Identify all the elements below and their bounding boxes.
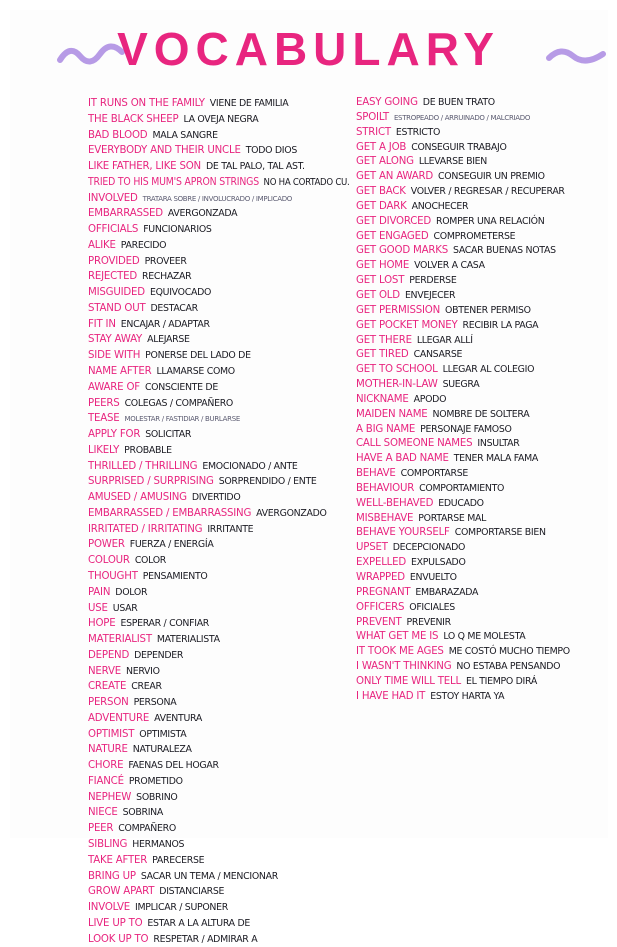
vocabulary-entry [356, 259, 614, 274]
english-term: PREGNANT [356, 586, 411, 598]
vocabulary-entry [88, 490, 350, 506]
english-term: STAY AWAY [88, 334, 143, 346]
spanish-translation: PREVENIR [406, 616, 451, 628]
spanish-translation: PENSAMIENTO [142, 570, 208, 582]
english-term: EVERYBODY AND THEIR UNCLE [88, 145, 241, 157]
vocabulary-entry [88, 459, 350, 475]
vocabulary-entry [356, 408, 614, 423]
english-term: SURPRISED / SURPRISING [88, 476, 214, 488]
vocabulary-entry [356, 363, 614, 378]
english-term: TEASE [88, 413, 120, 425]
english-term: GET BACK [356, 186, 406, 198]
spanish-translation: SOBRINO [136, 791, 178, 803]
spanish-translation: PROVEER [144, 255, 187, 267]
spanish-translation: FUERZA / ENERGÍA [129, 539, 214, 551]
spanish-translation: COMPORTARSE [400, 468, 468, 480]
english-term: WRAPPED [356, 572, 405, 583]
vocabulary-entry [88, 869, 350, 885]
english-term: PAIN [88, 586, 111, 598]
english-term: EXPELLED [356, 557, 407, 569]
vocabulary-entry [356, 690, 614, 705]
spanish-translation: SORPRENDIDO / ENTE [218, 476, 317, 488]
english-term: GET A JOB [356, 141, 407, 153]
spanish-translation: ESPERAR / CONFIAR [120, 618, 210, 630]
vocabulary-entry [356, 601, 614, 616]
vocabulary-entry [88, 632, 350, 648]
vocabulary-entry [356, 289, 614, 304]
vocabulary-entry [88, 238, 350, 254]
vocabulary-entry [88, 175, 350, 191]
spanish-translation: TENER MALA FAMA [453, 453, 539, 465]
vocabulary-entry [356, 126, 614, 141]
vocabulary-entry [356, 378, 614, 393]
vocabulary-entry [88, 506, 350, 522]
english-term: PEER [88, 823, 114, 835]
vocabulary-entry [356, 586, 614, 601]
spanish-translation: DE BUEN TRATO [422, 97, 495, 108]
english-term: GET AN AWARD [356, 171, 434, 183]
english-term: GET OLD [356, 289, 400, 301]
spanish-translation: LLEVARSE BIEN [418, 156, 488, 168]
spanish-translation: PARECERSE [152, 854, 205, 866]
english-term: GET HOME [356, 260, 410, 272]
spanish-translation: DESTACAR [150, 302, 198, 314]
vocabulary-entry [88, 916, 350, 932]
spanish-translation: SOLICITAR [145, 429, 192, 441]
vocabulary-entry [88, 317, 350, 333]
english-term: PROVIDED [88, 255, 140, 267]
english-term: CALL SOMEONE NAMES [356, 438, 473, 450]
vocabulary-entry [88, 254, 350, 270]
english-term: I WASN'T THINKING [356, 661, 452, 673]
spanish-translation: SUEGRA [442, 379, 480, 391]
spanish-translation: COMPORTAMIENTO [419, 482, 505, 494]
vocabulary-entry [88, 727, 350, 743]
vocabulary-entry [88, 900, 350, 916]
vocabulary-entry [356, 571, 614, 586]
vocabulary-entry [88, 884, 350, 900]
vocabulary-entry [356, 393, 614, 408]
english-term: GET PERMISSION [356, 304, 441, 316]
spanish-translation: RECHAZAR [141, 271, 192, 283]
spanish-translation: APODO [413, 393, 447, 405]
vocabulary-entry [88, 648, 350, 664]
english-term: HAVE A BAD NAME [356, 453, 449, 465]
spanish-translation: OFICIALES [409, 601, 455, 613]
spanish-translation: EDUCADO [438, 497, 484, 509]
english-term: ONLY TIME WILL TELL [356, 675, 461, 687]
english-term: WHAT GET ME IS [356, 631, 439, 643]
spanish-translation: AVENTURA [154, 712, 202, 724]
vocabulary-entry [356, 482, 614, 497]
vocabulary-entry [88, 332, 350, 348]
english-term: NICKNAME [356, 393, 409, 405]
english-term: GET TO SCHOOL [356, 364, 438, 376]
english-term: AMUSED / AMUSING [88, 492, 187, 504]
english-term: INVOLVE [88, 902, 130, 914]
spanish-translation: LLEGAR ALLÍ [416, 334, 473, 346]
english-term: NERVE [88, 665, 121, 677]
spanish-translation: COMPROMETERSE [433, 230, 516, 242]
spanish-translation: COMPORTARSE BIEN [454, 527, 546, 539]
english-term: BRING UP [88, 870, 136, 882]
english-term: IT TOOK ME AGES [356, 646, 444, 658]
english-term: GROW APART [88, 886, 155, 898]
vocabulary-column-left [88, 96, 350, 947]
english-term: LIKE FATHER, LIKE SON [88, 161, 201, 173]
spanish-translation: SACAR UN TEMA / MENCIONAR [140, 870, 278, 882]
vocabulary-entry [88, 569, 350, 585]
spanish-translation: ENCAJAR / ADAPTAR [120, 318, 210, 330]
spanish-translation: USAR [112, 602, 138, 614]
english-term: ADVENTURE [88, 712, 150, 724]
spanish-translation: PORTARSE MAL [418, 512, 487, 524]
english-term: GET GOOD MARKS [356, 245, 448, 257]
english-term: PREVENT [356, 616, 402, 628]
vocabulary-entry [88, 380, 350, 396]
spanish-translation: COMPAÑERO [118, 823, 176, 835]
vocabulary-entry [356, 348, 614, 363]
vocabulary-entry [356, 244, 614, 259]
vocabulary-entry [88, 191, 350, 207]
vocabulary-entry [356, 334, 614, 349]
vocabulary-entry [88, 411, 350, 427]
spanish-translation: PROMETIDO [128, 775, 183, 787]
spanish-translation: SOBRINA [122, 807, 163, 819]
vocabulary-entry [88, 474, 350, 490]
spanish-translation: EMBARAZADA [415, 586, 479, 598]
english-term: SIBLING [88, 838, 128, 850]
english-term: USE [88, 602, 108, 614]
english-term: OPTIMIST [88, 728, 135, 740]
english-term: PERSON [88, 697, 129, 709]
english-term: GET DARK [356, 200, 407, 212]
english-term: EASY GOING [356, 97, 418, 108]
english-term: BEHAVIOUR [356, 482, 415, 494]
english-term: DEPEND [88, 649, 130, 661]
english-term: CREATE [88, 681, 127, 693]
spanish-translation: HERMANOS [132, 838, 185, 850]
spanish-translation: NO HA CORTADO CU. [263, 176, 350, 188]
vocabulary-entry [356, 526, 614, 541]
vocabulary-entry [88, 601, 350, 617]
spanish-translation: PERSONAJE FAMOSO [420, 423, 512, 435]
vocabulary-entry [356, 630, 614, 645]
spanish-translation: DIVERTIDO [191, 492, 241, 504]
spanish-translation: RESPETAR / ADMIRAR A [153, 933, 258, 945]
vocabulary-entry [356, 616, 614, 631]
vocabulary-entry [356, 437, 614, 452]
spanish-translation: CREAR [131, 681, 162, 693]
vocabulary-entry [356, 200, 614, 215]
english-term: LIVE UP TO [88, 917, 143, 929]
english-term: LIKELY [88, 444, 120, 456]
english-term: HOPE [88, 618, 116, 630]
english-term: MOTHER-IN-LAW [356, 379, 438, 391]
spanish-translation: MALA SANGRE [152, 129, 218, 141]
english-term: GET ENGAGED [356, 230, 429, 242]
english-term: INVOLVED [88, 192, 138, 204]
english-term: BAD BLOOD [88, 129, 148, 141]
english-term: FIT IN [88, 318, 116, 330]
spanish-translation: ME COSTÓ MUCHO TIEMPO [448, 646, 570, 658]
spanish-translation: LLEGAR AL COLEGIO [442, 364, 535, 376]
vocabulary-column-right [356, 96, 614, 705]
english-term: GET LOST [356, 275, 405, 287]
spanish-translation: RECIBIR LA PAGA [462, 319, 539, 331]
english-term: NAME AFTER [88, 366, 152, 378]
vocabulary-entry [88, 537, 350, 553]
vocabulary-entry [88, 112, 350, 128]
english-term: EMBARRASSED [88, 208, 163, 220]
english-term: BEHAVE YOURSELF [356, 527, 450, 539]
vocabulary-entry [356, 541, 614, 556]
vocabulary-entry [88, 143, 350, 159]
vocabulary-entry [88, 222, 350, 238]
spanish-translation: OPTIMISTA [139, 728, 187, 740]
spanish-translation: ENVEJECER [404, 289, 456, 301]
english-term: BEHAVE [356, 468, 396, 480]
english-term: ALIKE [88, 239, 116, 251]
spanish-translation: CONSEGUIR TRABAJO [411, 141, 507, 153]
vocabulary-entry [88, 664, 350, 680]
vocabulary-entry [88, 585, 350, 601]
english-term: PEERS [88, 397, 120, 409]
spanish-translation: NERVIO [125, 665, 160, 677]
english-term: UPSET [356, 542, 388, 554]
spanish-translation: PARECIDO [120, 239, 167, 251]
english-term: REJECTED [88, 271, 137, 283]
english-term: AWARE OF [88, 381, 140, 393]
vocabulary-entry [88, 96, 350, 112]
spanish-translation: NATURALEZA [132, 744, 192, 756]
spanish-translation: TRATARA SOBRE / INVOLUCRADO / IMPLICADO [142, 194, 292, 203]
spanish-translation: EQUIVOCADO [149, 287, 212, 299]
vocabulary-entry [88, 553, 350, 569]
page-title: VOCABULARY [117, 23, 500, 75]
spanish-translation: LLAMARSE COMO [156, 366, 235, 378]
spanish-translation: AVERGONZADA [167, 208, 238, 220]
vocabulary-entry [356, 423, 614, 438]
english-term: COLOUR [88, 555, 130, 567]
english-term: MATERIALIST [88, 634, 152, 646]
english-term: POWER [88, 539, 125, 551]
spanish-translation: VOLVER / REGRESAR / RECUPERAR [410, 186, 565, 198]
english-term: NIECE [88, 807, 118, 819]
english-term: STRICT [356, 126, 391, 138]
vocabulary-entry [88, 348, 350, 364]
spanish-translation: CONSEGUIR UN PREMIO [438, 171, 545, 183]
english-term: MAIDEN NAME [356, 408, 428, 420]
vocabulary-entry [356, 185, 614, 200]
english-term: APPLY FOR [88, 429, 141, 441]
vocabulary-entry [88, 206, 350, 222]
english-term: OFFICIALS [88, 224, 139, 236]
english-term: WELL-BEHAVED [356, 497, 434, 509]
english-term: GET THERE [356, 334, 412, 346]
vocabulary-entry [356, 319, 614, 334]
english-term: TRIED TO HIS MUM'S APRON STRINGS [88, 176, 259, 188]
vocabulary-entry [88, 679, 350, 695]
english-term: EMBARRASSED / EMBARRASSING [88, 507, 252, 519]
spanish-translation: DE TAL PALO, TAL AST. [205, 161, 305, 173]
vocabulary-entry [356, 467, 614, 482]
english-term: THRILLED / THRILLING [88, 460, 198, 472]
english-term: STAND OUT [88, 302, 146, 314]
vocabulary-entry [356, 274, 614, 289]
spanish-translation: VOLVER A CASA [414, 260, 485, 272]
spanish-translation: ESTROPEADO / ARRUINADO / MALCRIADO [393, 113, 531, 122]
spanish-translation: PONERSE DEL LADO DE [145, 350, 251, 362]
english-term: NEPHEW [88, 791, 132, 803]
english-term: GET POCKET MONEY [356, 319, 458, 331]
vocabulary-entry [88, 364, 350, 380]
vocabulary-entry [88, 853, 350, 869]
spanish-translation: IMPLICAR / SUPONER [135, 902, 228, 914]
vocabulary-entry [356, 96, 614, 111]
spanish-translation: VIENE DE FAMILIA [209, 98, 289, 109]
spanish-translation: EXPULSADO [411, 557, 466, 569]
vocabulary-entry [356, 170, 614, 185]
vocabulary-entry [356, 645, 614, 660]
english-term: THE BLACK SHEEP [88, 113, 179, 125]
vocabulary-entry [356, 497, 614, 512]
vocabulary-entry [88, 443, 350, 459]
vocabulary-entry [88, 522, 350, 538]
vocabulary-entry [356, 141, 614, 156]
english-term: GET DIVORCED [356, 215, 432, 227]
spanish-translation: LA OVEJA NEGRA [183, 113, 259, 125]
spanish-translation: PROBABLE [124, 444, 172, 456]
english-term: GET TIRED [356, 349, 409, 361]
vocabulary-entry [88, 695, 350, 711]
spanish-translation: CANSARSE [413, 349, 463, 361]
spanish-translation: EL TIEMPO DIRÁ [466, 675, 537, 687]
spanish-translation: FAENAS DEL HOGAR [128, 760, 219, 772]
spanish-translation: ALEJARSE [147, 334, 190, 346]
spanish-translation: TODO DIOS [245, 145, 297, 157]
english-term: SIDE WITH [88, 350, 141, 362]
vocabulary-entry [88, 269, 350, 285]
spanish-translation: NO ESTABA PENSANDO [456, 661, 561, 673]
spanish-translation: DISTANCIARSE [159, 886, 225, 898]
spanish-translation: IRRITANTE [207, 523, 254, 535]
english-term: I HAVE HAD IT [356, 690, 426, 702]
spanish-translation: MATERIALISTA [156, 634, 220, 646]
english-term: A BIG NAME [356, 423, 416, 435]
spanish-translation: ESTOY HARTA YA [430, 690, 505, 702]
vocabulary-entry [356, 512, 614, 527]
vocabulary-entry [88, 128, 350, 144]
english-term: FIANCÉ [88, 775, 124, 787]
spanish-translation: INSULTAR [477, 438, 520, 450]
spanish-translation: COLEGAS / COMPAÑERO [124, 397, 233, 409]
vocabulary-entry [88, 427, 350, 443]
english-term: MISBEHAVE [356, 512, 414, 524]
english-term: IT RUNS ON THE FAMILY [88, 98, 205, 109]
vocabulary-entry [88, 285, 350, 301]
vocabulary-entry [88, 711, 350, 727]
vocabulary-entry [356, 556, 614, 571]
english-term: LOOK UP TO [88, 933, 149, 945]
vocabulary-entry [88, 301, 350, 317]
spanish-translation: FUNCIONARIOS [143, 224, 212, 236]
spanish-translation: ANOCHECER [411, 200, 469, 212]
spanish-translation: PERSONA [133, 697, 177, 709]
vocabulary-entry [88, 159, 350, 175]
spanish-translation: PERDERSE [409, 275, 457, 287]
spanish-translation: AVERGONZADO [256, 507, 327, 519]
english-term: IRRITATED / IRRITATING [88, 523, 203, 535]
english-term: MISGUIDED [88, 287, 145, 299]
vocabulary-entry [356, 111, 614, 126]
spanish-translation: ESTRICTO [395, 126, 441, 138]
vocabulary-entry [88, 742, 350, 758]
english-term: NATURE [88, 744, 128, 756]
vocabulary-entry [88, 758, 350, 774]
vocabulary-entry [356, 230, 614, 245]
spanish-translation: COLOR [134, 555, 167, 567]
spanish-translation: OBTENER PERMISO [445, 304, 531, 316]
spanish-translation: LO Q ME MOLESTA [443, 631, 526, 643]
vocabulary-entry [88, 932, 350, 947]
spanish-translation: DECEPCIONADO [392, 542, 466, 554]
spanish-translation: DEPENDER [134, 649, 184, 661]
spanish-translation: ROMPER UNA RELACIÓN [436, 215, 545, 227]
vocabulary-entry [88, 616, 350, 632]
vocabulary-entry [88, 805, 350, 821]
vocabulary-entry [88, 396, 350, 412]
spanish-translation: CONSCIENTE DE [144, 381, 218, 393]
english-term: TAKE AFTER [88, 854, 148, 866]
vocabulary-entry [356, 155, 614, 170]
vocabulary-entry [88, 837, 350, 853]
english-term: THOUGHT [88, 570, 138, 582]
spanish-translation: EMOCIONADO / ANTE [202, 460, 298, 472]
english-term: SPOILT [356, 111, 389, 123]
vocabulary-entry [88, 774, 350, 790]
vocabulary-entry [88, 790, 350, 806]
vocabulary-entry [356, 215, 614, 230]
spanish-translation: ESTAR A LA ALTURA DE [147, 917, 251, 929]
vocabulary-entry [356, 675, 614, 690]
vocabulary-entry [356, 660, 614, 675]
spanish-translation: NOMBRE DE SOLTERA [432, 408, 530, 420]
vocabulary-entry [356, 452, 614, 467]
english-term: OFFICERS [356, 601, 405, 613]
english-term: CHORE [88, 760, 124, 772]
vocabulary-entry [88, 821, 350, 837]
vocabulary-entry [356, 304, 614, 319]
spanish-translation: MOLESTAR / FASTIDIAR / BURLARSE [124, 415, 240, 424]
spanish-translation: SACAR BUENAS NOTAS [453, 245, 556, 257]
spanish-translation: ENVUELTO [409, 572, 457, 583]
english-term: GET ALONG [356, 156, 414, 168]
spanish-translation: DOLOR [115, 586, 148, 598]
